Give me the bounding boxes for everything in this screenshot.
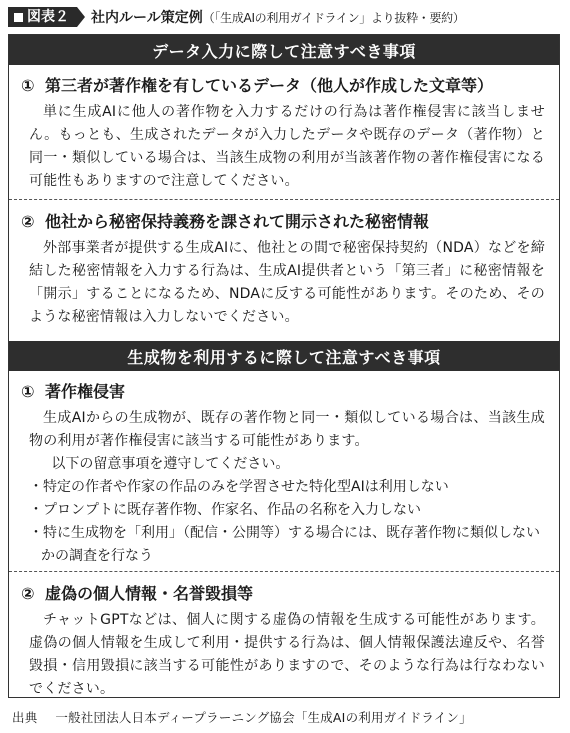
figure-title-text: 社内ルール策定例	[91, 10, 203, 26]
item-title	[21, 581, 545, 607]
item-number: ①	[21, 382, 35, 401]
item-confidential-info	[9, 203, 559, 329]
arrow-icon	[77, 7, 85, 27]
item-number: ②	[21, 212, 35, 231]
figure-header	[8, 6, 564, 28]
item-body: 外部事業者が提供する生成AIに、他社との間で秘密保持契約（NDA）などを締結した秘密情報を入力する行為は、生成AI提供者という「第三者」に秘密情報を「開示」することになるため、NDAに反する可能性があります。そのため、そのような秘密情報は入力しないでください。	[29, 240, 545, 325]
item-number: ②	[21, 584, 35, 603]
list-item: ・ プロンプトに既存著作物、作家名、作品の名称を入力しない	[29, 499, 545, 522]
item-title	[21, 209, 545, 235]
item-title	[21, 379, 545, 405]
item-title	[21, 73, 545, 99]
item-title-text: 著作権侵害	[45, 382, 126, 401]
item-body: 単に生成AIに他人の著作物を入力するだけの行為は著作権侵害に該当しません。もっとも、生成されたデータが入力したデータや既存のデータ（著作物）と同一・類似している場合は、当該生成物の利用が当該著作物の著作権侵害になる可能性もありますので注意してください。	[29, 104, 545, 189]
item-note: 以下の留意事項を遵守してください。	[51, 456, 290, 472]
item-body: チャットGPTなどは、個人に関する虚偽の情報を生成する可能性があります。虚偽の個人情報を生成して利用・提供する行為は、個人情報保護法違反や、名誉毀損・信用毀損に該当する可能性がありますので、そのような行為は行なわないでください。	[29, 612, 545, 697]
item-copyright-infringement	[9, 373, 559, 568]
item-third-party-copyright	[9, 67, 559, 193]
section-heading-output: 生成物を利用するに際して注意すべき事項	[9, 341, 559, 371]
dashed-divider	[9, 571, 559, 572]
item-title-text: 虚偽の個人情報・名誉毀損等	[45, 584, 254, 603]
source-text: 一般社団法人日本ディープラーニング協会「生成AIの利用ガイドライン」	[55, 710, 472, 725]
figure-label-text: 図表２	[27, 9, 69, 25]
item-body: 生成AIからの生成物が、既存の著作物と同一・類似している場合は、当該生成物の利用が著作権侵害に該当する可能性があります。	[29, 410, 545, 449]
item-number: ①	[21, 76, 35, 95]
item-title-text: 第三者が著作権を有しているデータ（他人が作成した文章等）	[45, 76, 494, 95]
item-title-text: 他社から秘密保持義務を課されて開示された秘密情報	[45, 212, 430, 231]
list-item: ・ 特に生成物を「利用」（配信・公開等）する場合には、既存著作物に類似しないかの調査を行なう	[29, 522, 545, 568]
figure-title	[91, 7, 465, 27]
source-label: 出典	[12, 710, 38, 725]
bullet-list	[29, 476, 545, 568]
item-false-personal-info	[9, 575, 559, 701]
content-frame	[8, 34, 560, 698]
list-item: ・ 特定の作者や作家の作品のみを学習させた特化型AIは利用しない	[29, 476, 545, 499]
square-icon	[14, 13, 23, 22]
dashed-divider	[9, 199, 559, 200]
figure-subtitle: （「生成AIの利用ガイドライン」より抜粋・要約）	[202, 11, 465, 25]
source-citation	[12, 708, 472, 726]
figure-label	[8, 7, 77, 27]
section-heading-input: データ入力に際して注意すべき事項	[9, 35, 559, 65]
